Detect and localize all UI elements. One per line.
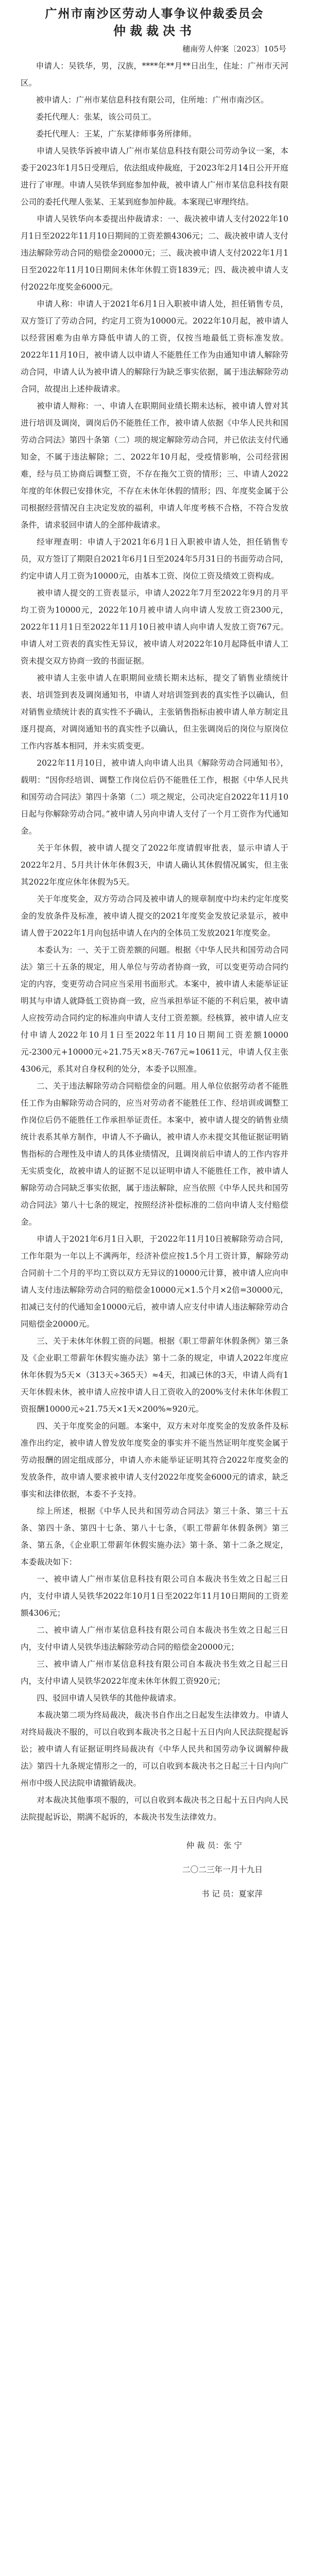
parties-section [21,58,288,143]
body-paragraph: 被申请人主张申请人在职期间业绩长期未达标，提交了销售业绩统计表、培训签到表及调岗通知书，申请人对培训签到表的真实性予以确认，但对销售业绩统计表的真实性不予确认，主张销售指标由被申请人单方制定且逐月提高，对调岗通知书的真实性予以确认，但主张调岗后的岗位与原岗位工作内容基本相同，并未实质变更。 [21,673,288,751]
body-paragraph: 被申请人提交的工资表显示，申请人2022年7月至2022年9月的月平均工资为10000元，2022年10月被申请人向申请人发放工资2300元，2022年11月1日至2022年11月10日被申请人向申请人发放工资767元。申请人对工资表的真实性无异议，被申请人对2022年10月起降低申请人工资未提交双方协商一致的书面证据。 [21,588,288,666]
body-paragraph: 经审理查明：申请人于2021年6月1日入职被申请人处，担任销售专员，双方签订了期限自2021年6月1日至2024年5月31日的书面劳动合同，约定申请人月工资为10000元，由基本工资、岗位工资及绩效工资构成。 [21,537,288,581]
party-line: 申请人：吴铁华，男，汉族，****年**月**日出生，住址：广州市天河区。 [21,61,288,88]
body-paragraph: 本委认为：一、关于工资差额的问题。根据《中华人民共和国劳动合同法》第三十五条的规定，用人单位与劳动者协商一致，可以变更劳动合同约定的内容，变更劳动合同应当采用书面形式。本案中，被申请人未能举证证明其与申请人就降低工资协商一致，应当承担举证不能的不利后果，被申请人应按劳动合同约定的标准向申请人支付工资差额。经核算，被申请人应支付申请人2022年10月1日至2022年11月10日期间工资差额10000元-2300元+10000元÷21.75天×8天-767元≈10611元，申请人仅主张4306元，系其对自身权利的处分，本委予以照准。 [21,945,288,1074]
clerk-signature: 书 记 员：夏家萍 [201,1889,263,1899]
body-paragraph: 关于年度奖金，双方劳动合同及被申请人的规章制度中均未约定年度奖金的发放条件及标准，被申请人提交的2021年度奖金发放记录显示，被申请人曾于2022年1月向包括申请人在内的全体员工发放2021年度奖金。 [21,894,288,938]
ruling-body [21,143,288,1826]
body-paragraph: 申请人吴铁华诉被申请人广州市某信息科技有限公司劳动争议一案，本委于2023年1月5日受理后，依法组成仲裁庭，于2023年2月14日公开开庭进行了审理。申请人吴铁华到庭参加仲裁，被申请人广州市某信息科技有限公司的委托代理人张某、王某到庭参加仲裁。本案现已审理终结。 [21,146,288,207]
body-paragraph: 一、被申请人广州市某信息科技有限公司自本裁决书生效之日起三日内，支付申请人吴铁华2022年10月1日至2022年11月10日期间的工资差额4306元； [21,1574,288,1618]
body-paragraph: 申请人吴铁华向本委提出仲裁请求：一、裁决被申请人支付2022年10月1日至2022年11月10日期间的工资差额4306元；二、裁决被申请人支付违法解除劳动合同的赔偿金20000元；三、裁决被申请人支付2022年1月1日至2022年11月10日期间未休年休假工资1839元；四、裁决被申请人支付2022年度奖金6000元。 [21,214,288,292]
document-subtitle: 仲裁裁决书 [113,23,196,38]
party-line: 委托代理人：张某，该公司员工。 [36,112,157,122]
party-line: 被申请人：广州市某信息科技有限公司，住所地：广州市南沙区。 [36,95,269,105]
arbitrator-signature: 仲 裁 员：张 宁 [186,1841,242,1850]
body-paragraph: 四、驳回申请人吴铁华的其他仲裁请求。 [37,1693,181,1703]
body-paragraph: 二、关于违法解除劳动合同赔偿金的问题。用人单位依据劳动者不能胜任工作为由解除劳动合同的，应当对劳动者不能胜任工作、经培训或调整工作岗位后仍不能胜任工作承担举证责任。本案中，被申请人提交的销售业绩统计表系其单方制作，申请人不予确认，被申请人亦未提交其他证据证明销售指标的合理性及申请人的具体业绩情况，且调岗前后申请人的工作内容并无实质变化，故被申请人的证据不足以证明申请人不能胜任工作，被申请人解除劳动合同缺乏事实依据，属于违法解除，应当依照《中华人民共和国劳动合同法》第八十七条的规定，按照经济补偿标准的二倍向申请人支付赔偿金。 [21,1081,288,1227]
body-paragraph: 四、关于年度奖金的问题。本案中，双方未对年度奖金的发放条件及标准作出约定，被申请人曾发放年度奖金的事实并不能当然证明年度奖金属于劳动报酬的固定组成部分，申请人亦未能举证证明其符合2022年度奖金的发放条件，故申请人要求被申请人支付2022年度奖金6000元的请求，缺乏事实和法律依据，本委不予支持。 [21,1421,288,1499]
body-paragraph: 三、关于未休年休假工资的问题。根据《职工带薪年休假条例》第三条及《企业职工带薪年休假实施办法》第十二条的规定，申请人2022年度应休年休假为5天×（313天÷365天）≈4天，扣减已休的3天，申请人尚有1天年休假未休，被申请人应按申请人日工资收入的200%支付未休年休假工资报酬10000元÷21.75天×1天×200%≈920元。 [21,1336,288,1414]
body-paragraph: 被申请人辩称：一、申请人在职期间业绩长期未达标，被申请人曾对其进行培训及调岗，调岗后仍不能胜任工作，被申请人依据《中华人民共和国劳动合同法》第四十条第（二）项的规定解除劳动合同，并已依法支付代通知金，不属于违法解除；二、2022年10月起，受疫情影响，公司经营困难，经与员工协商后调整工资，不存在拖欠工资的情形；三、申请人2022年度的年休假已安排休完，不存在未休年休假的情形；四、年度奖金属于公司根据经营情况自主决定发放的福利，申请人年度考核不合格，不符合发放条件，请求驳回申请人的全部仲裁请求。 [21,401,288,530]
body-paragraph: 关于年休假，被申请人提交了2022年度请假审批表，显示申请人于2022年2月、5月共计休年休假3天，申请人确认其休假情况属实，但主张其2022年度应休年休假为5天。 [21,843,288,887]
body-paragraph: 申请人称：申请人于2021年6月1日入职被申请人处，担任销售专员，双方签订了劳动合同，约定月工资为10000元。2022年10月起，被申请人以经营困难为由单方降低申请人的工资，仅按当地最低工资标准发放。2022年11月10日，被申请人以申请人不能胜任工作为由通知申请人解除劳动合同，申请人认为被申请人的解除行为缺乏事实依据，属于违法解除劳动合同，故提出上述仲裁请求。 [21,299,288,394]
body-paragraph: 三、被申请人广州市某信息科技有限公司自本裁决书生效之日起三日内，支付申请人吴铁华2022年度未休年休假工资920元； [21,1659,288,1686]
case-number: 穗南劳人仲案〔2023〕105号 [182,44,286,54]
body-paragraph: 申请人于2021年6月1日入职，于2022年11月10日被解除劳动合同，工作年限为一年以上不满两年，经济补偿应按1.5个月工资计算，解除劳动合同前十二个月的平均工资以双方无异议的10000元计算，被申请人应向申请人支付违法解除劳动合同的赔偿金10000元×1.5个月×2倍=30000元，扣减已支付的代通知金10000元后，被申请人应支付申请人违法解除劳动合同赔偿金20000元。 [21,1234,288,1329]
body-paragraph: 二、被申请人广州市某信息科技有限公司自本裁决书生效之日起三日内，支付申请人吴铁华违法解除劳动合同的赔偿金20000元； [21,1625,288,1652]
party-line: 委托代理人：王某，广东某律师事务所律师。 [36,129,197,139]
document-title: 广州市南沙区劳动人事争议仲裁委员会 [45,7,264,21]
body-paragraph: 综上所述，根据《中华人民共和国劳动合同法》第三十条、第三十五条、第四十条、第四十七条、第八十七条，《职工带薪年休假条例》第三条、第五条，《企业职工带薪年休假实施办法》第十条、第十二条之规定，本委裁决如下： [21,1506,288,1567]
body-paragraph: 对本裁决其他事项不服的，可以自收到本裁决书之日起十五日内向人民法院提起诉讼，期满不起诉的，本裁决书发生法律效力。 [21,1795,288,1822]
body-paragraph: 本裁决第二项为终局裁决，裁决书自作出之日起发生法律效力。申请人对终局裁决不服的，可以自收到本裁决书之日起十五日内向人民法院提起诉讼；被申请人有证据证明终局裁决有《中华人民共和国劳动争议调解仲裁法》第四十九条规定情形之一的，可以自收到本裁决书之日起三十日内向广州市中级人民法院申请撤销裁决。 [21,1710,288,1788]
signature-block [21,1837,288,1903]
body-paragraph: 2022年11月10日，被申请人向申请人出具《解除劳动合同通知书》，载明：“因你经培训、调整工作岗位后仍不能胜任工作，根据《中华人民共和国劳动合同法》第四十条第（二）项之规定，公司决定自2022年11月10日起与你解除劳动合同。”被申请人另向申请人支付了一个月工资作为代通知金。 [21,758,288,836]
ruling-date: 二〇二三年一月十九日 [182,1865,263,1874]
